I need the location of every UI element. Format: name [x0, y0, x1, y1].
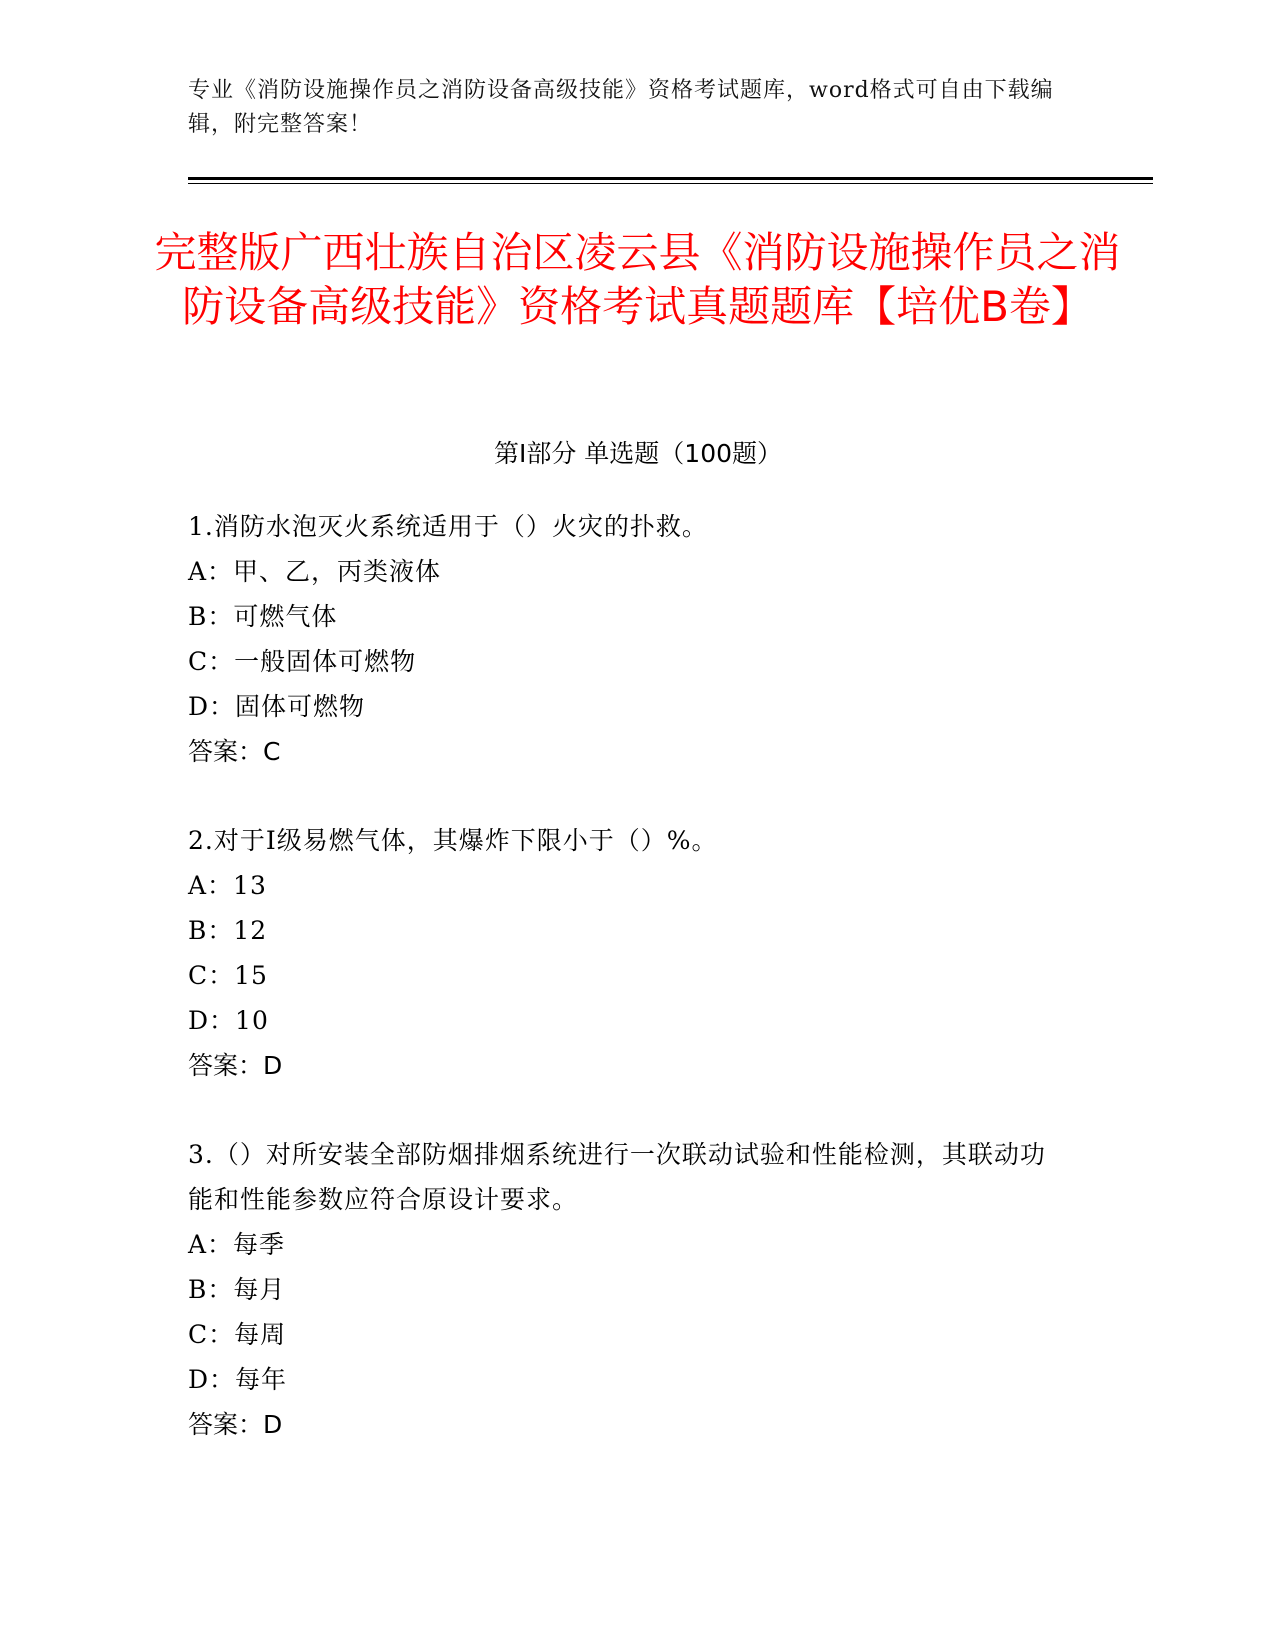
- question-stem: 3.（）对所安装全部防烟排烟系统进行一次联动试验和性能检测，其联动功能和性能参数应符合原设计要求。: [188, 1140, 1046, 1214]
- header-rule-thick: [188, 177, 1153, 180]
- question-stem: 1.消防水泡灭火系统适用于（）火灾的扑救。: [188, 512, 708, 541]
- option-a: A：每季: [188, 1230, 286, 1259]
- option-c: C：一般固体可燃物: [188, 647, 417, 676]
- answer: 答案：D: [188, 1410, 283, 1439]
- option-c: C：15: [188, 961, 268, 990]
- option-a: A：13: [188, 871, 267, 900]
- answer: 答案：C: [188, 737, 281, 766]
- option-d: D：固体可燃物: [188, 692, 366, 721]
- question-block-1: [188, 504, 1088, 774]
- question-stem: 2.对于Ⅰ级易燃气体，其爆炸下限小于（）%。: [188, 826, 718, 855]
- header-note: 专业《消防设施操作员之消防设备高级技能》资格考试题库，word格式可自由下载编辑，附完整答案！: [188, 78, 1054, 137]
- answer: 答案：D: [188, 1051, 283, 1080]
- option-b: B：可燃气体: [188, 602, 338, 631]
- option-a: A：甲、乙，丙类液体: [188, 557, 442, 586]
- option-d: D：每年: [188, 1365, 288, 1394]
- question-block-2: [188, 818, 1088, 1088]
- option-d: D：10: [188, 1006, 269, 1035]
- option-b: B：12: [188, 916, 268, 945]
- question-block-3: [188, 1132, 1088, 1447]
- section-title: 第I部分 单选题（100题）: [493, 439, 783, 468]
- document-title: 完整版广西壮族自治区凌云县《消防设施操作员之消防设备高级技能》资格考试真题题库【培优B卷】: [154, 228, 1121, 331]
- option-c: C：每周: [188, 1320, 287, 1349]
- header-rule-thin: [188, 183, 1153, 184]
- option-b: B：每月: [188, 1275, 286, 1304]
